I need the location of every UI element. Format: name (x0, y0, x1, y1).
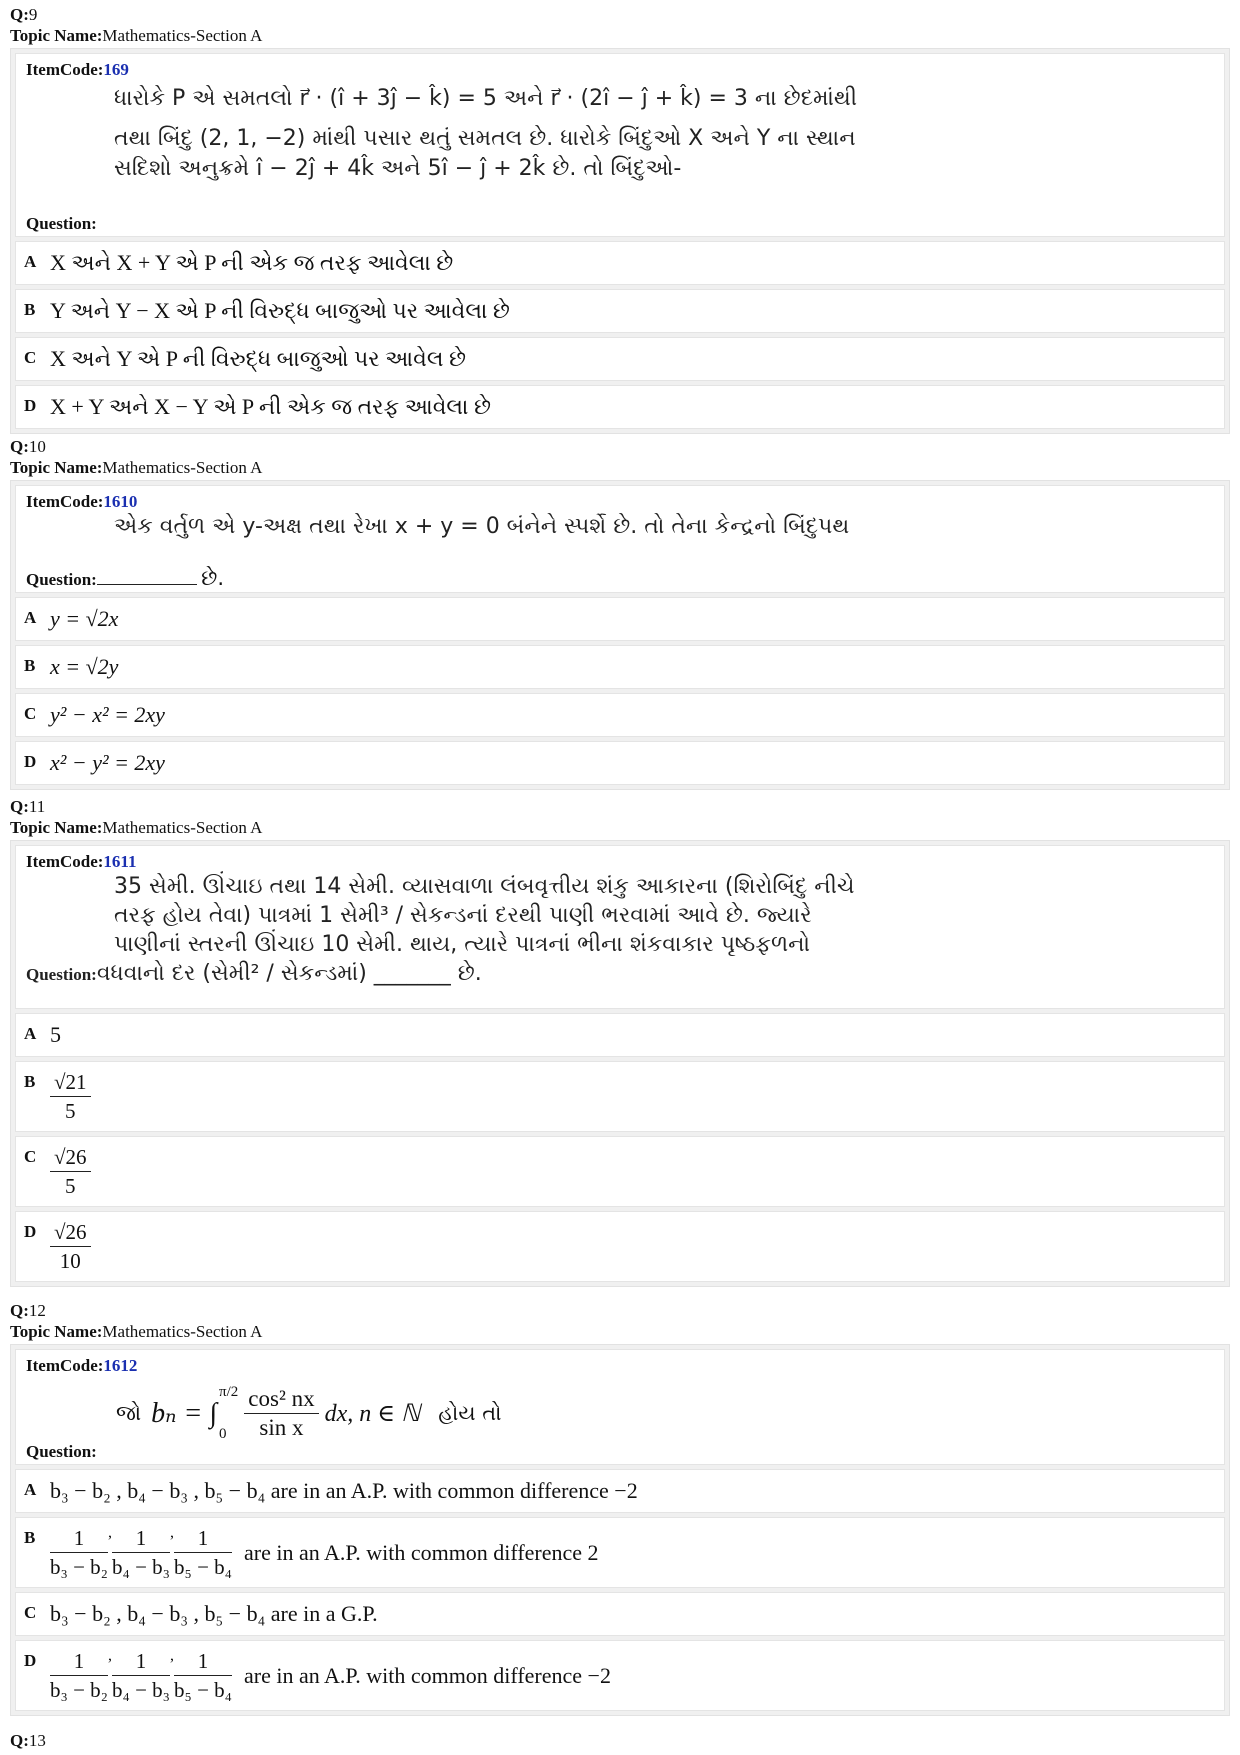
question-line: પાણીનાં સ્તરની ઊંચાઇ 10 સેમી. થાય, ત્યારે પાત્રનાં ભીના શંકવાકાર પૃષ્ઠફળનો (114, 932, 811, 957)
question-box (10, 48, 1230, 434)
item-code: ItemCode:1610 (26, 492, 138, 511)
option-a[interactable]: A b₃ − b₂ , b₄ − b₃ , b₅ − b₄ are in an A.P. with common difference −2 (15, 1469, 1225, 1513)
option-c[interactable]: C y² − x² = 2xy (15, 693, 1225, 737)
topic-name: Topic Name:Mathematics-Section A (10, 26, 263, 45)
question-number: Q:12 (10, 1301, 46, 1320)
question-block-11 (10, 796, 1230, 1287)
option-c[interactable]: C b₃ − b₂ , b₄ − b₃ , b₅ − b₄ are in a G.P. (15, 1592, 1225, 1636)
question-line: Question:વધવાનો દર (સેમી² / સેકન્ડમાં) _______ છે. (26, 961, 482, 986)
integral-formula: જો bₙ = ∫ π/2 0 $\frac{\text{cos² nx}}{\text{sin x}}$ dx, n ∈ ℕ હોય તો (116, 1384, 502, 1442)
option-d[interactable]: D $\frac{√26}{10}$ (15, 1211, 1225, 1282)
question-body (15, 1349, 1225, 1465)
question-number: Q:11 (10, 797, 46, 816)
question-body (15, 485, 1225, 593)
question-label: Question: છે. (26, 566, 225, 590)
question-line: 35 સેમી. ઊંચાઇ તથા 14 સેમી. વ્યાસવાળા લંબવૃત્તીય શંકુ આકારના (શિરોબિંદુ નીચે (114, 874, 855, 899)
option-d[interactable]: D x² − y² = 2xy (15, 741, 1225, 785)
question-label: Question: (26, 214, 97, 233)
option-b[interactable]: B $\frac{√21}{5}$ (15, 1061, 1225, 1132)
question-line: તરફ હોય તેવા) પાત્રમાં 1 સેમી³ / સેકન્ડનાં દરથી પાણી ભરવામાં આવે છે. જ્યારે (114, 903, 812, 928)
item-code: ItemCode:1612 (26, 1356, 138, 1375)
question-line: ધારોકે P એ સમતલો r⃗ · (î + 3ĵ − k̂) = 5 અને r⃗ · (2î − ĵ + k̂) = 3 ના છેદમાંથી (114, 86, 858, 111)
question-block-9 (10, 4, 1230, 434)
topic-name: Topic Name:Mathematics-Section A (10, 458, 263, 477)
question-line: તથા બિંદુ (2, 1, −2) માંથી પસાર થતું સમતલ છે. ધારોકે બિંદુઓ X અને Y ના સ્થાન (114, 126, 856, 151)
question-box (10, 840, 1230, 1287)
question-number: Q:9 (10, 5, 38, 24)
question-box (10, 480, 1230, 790)
question-line: સદિશો અનુક્રમે î − 2ĵ + 4k̂ અને 5î − ĵ + 2k̂ છે. તો બિંદુઓ- (114, 156, 682, 181)
question-line: એક વર્તુળ એ y-અક્ષ તથા રેખા x + y = 0 બંનેને સ્પર્શે છે. તો તેના કેન્દ્રનો બિંદુપથ (114, 514, 850, 539)
question-number: Q:13 (10, 1731, 46, 1750)
option-b[interactable]: B x = √2y (15, 645, 1225, 689)
question-block-10 (10, 436, 1230, 790)
option-a[interactable]: A X અને X + Y એ P ની એક જ તરફ આવેલા છે (15, 241, 1225, 285)
option-b[interactable]: B $\frac{1}{\text{b₃ − b₂}}$ , $\frac{1}{\text{b₄ − b₃}}$ , $\frac{1}{\text{b₅ − b₄}}$ are in an A.P. with common difference 2 (15, 1517, 1225, 1588)
question-number: Q:10 (10, 437, 46, 456)
question-label: Question: (26, 1442, 97, 1461)
question-block-13 (10, 1730, 1230, 1751)
question-body (15, 845, 1225, 1009)
option-c[interactable]: C X અને Y એ P ની વિરુદ્ધ બાજુઓ પર આવેલ છે (15, 337, 1225, 381)
question-body (15, 53, 1225, 237)
option-b[interactable]: B Y અને Y − X એ P ની વિરુદ્ધ બાજુઓ પર આવેલા છે (15, 289, 1225, 333)
topic-name: Topic Name:Mathematics-Section A (10, 818, 263, 837)
option-a[interactable]: A y = √2x (15, 597, 1225, 641)
option-d[interactable]: D $\frac{1}{\text{b₃ − b₂}}$ , $\frac{1}{\text{b₄ − b₃}}$ , $\frac{1}{\text{b₅ − b₄}}$ are in an A.P. with common difference −2 (15, 1640, 1225, 1711)
option-a[interactable]: A 5 (15, 1013, 1225, 1057)
topic-name: Topic Name:Mathematics-Section A (10, 1322, 263, 1341)
question-box (10, 1344, 1230, 1716)
item-code: ItemCode:169 (26, 60, 129, 79)
option-c[interactable]: C $\frac{√26}{5}$ (15, 1136, 1225, 1207)
item-code: ItemCode:1611 (26, 852, 137, 871)
question-block-12 (10, 1300, 1230, 1716)
option-d[interactable]: D X + Y અને X − Y એ P ની એક જ તરફ આવેલા છે (15, 385, 1225, 429)
